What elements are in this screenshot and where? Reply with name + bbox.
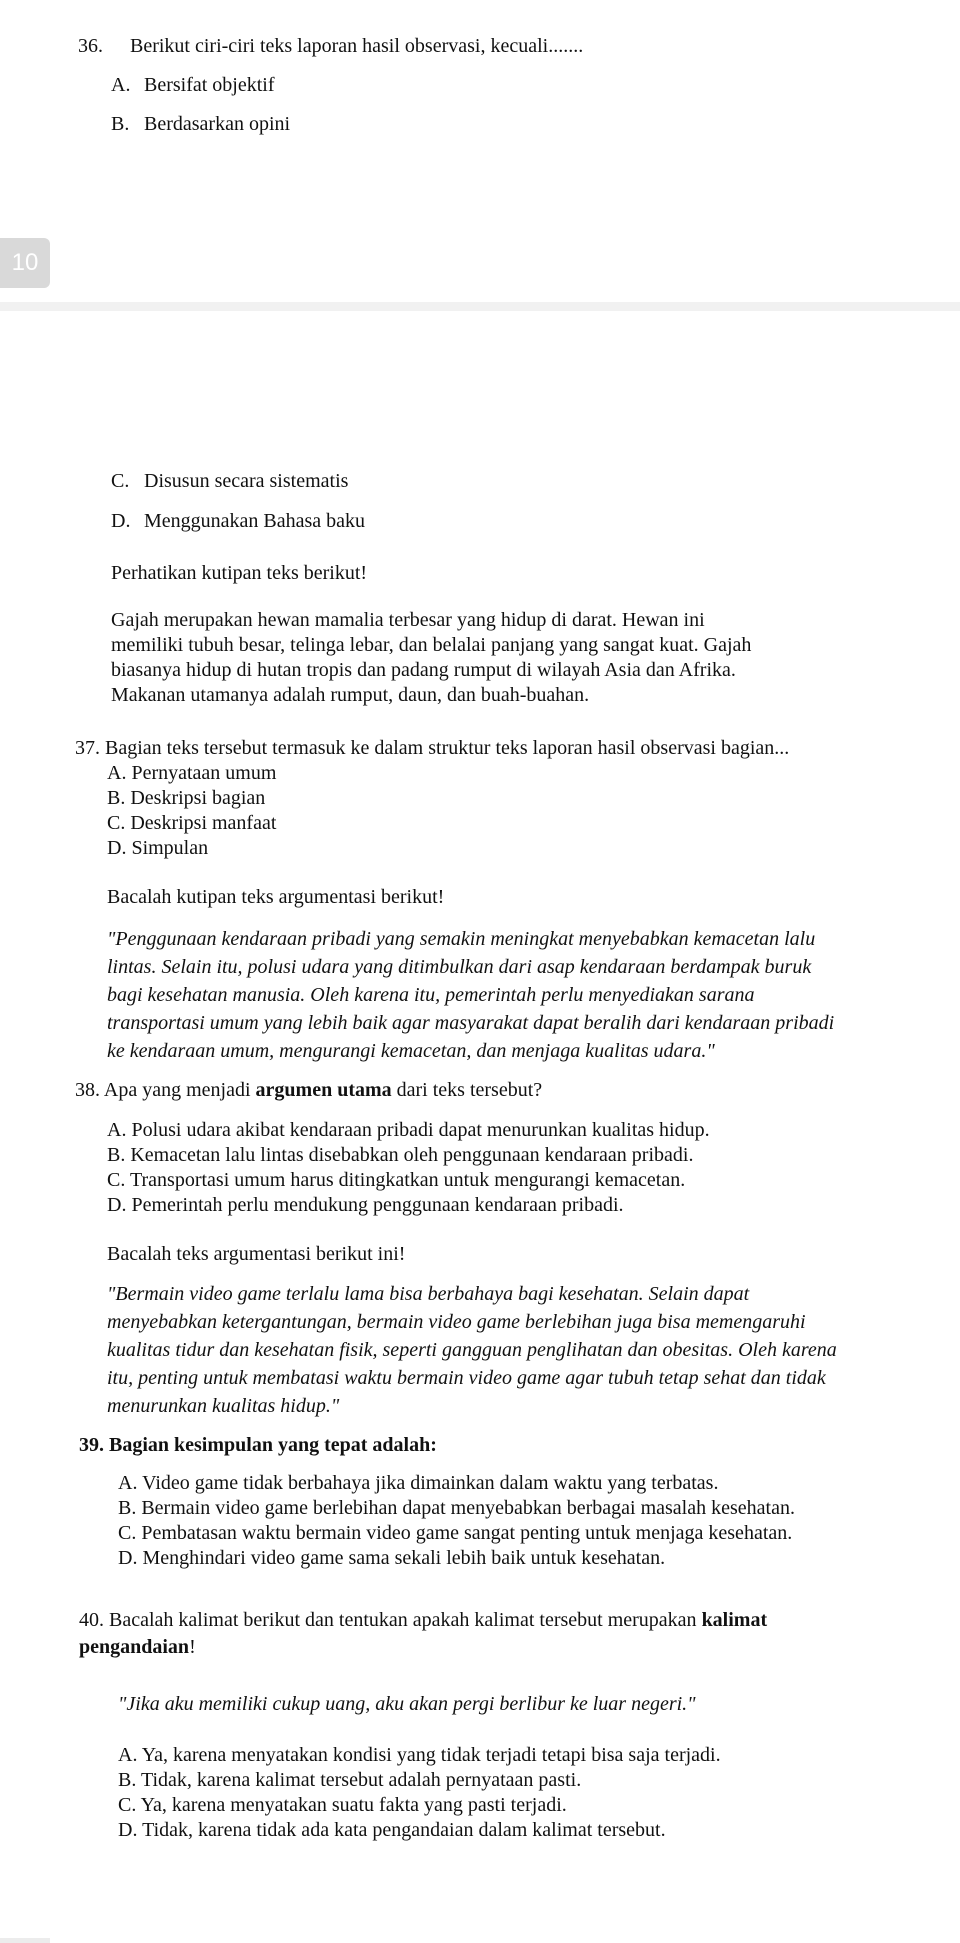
question-text: Berikut ciri-ciri teks laporan hasil observasi, kecuali....... (130, 35, 584, 57)
passage-line: biasanya hidup di hutan tropis dan padang rumput di wilayah Asia dan Afrika. (111, 659, 736, 681)
option-item: C. Transportasi umum harus ditingkatkan untuk mengurangi kemacetan. (107, 1169, 686, 1191)
passage-line: menyebabkan ketergantungan, bermain video game berlebihan juga bisa memengaruhi (107, 1311, 806, 1333)
passage-observation (111, 608, 751, 708)
passage-line: kualitas tidur dan kesehatan fisik, seperti gangguan penglihatan dan obesitas. Oleh karena (107, 1339, 837, 1361)
question-text: 39. Bagian kesimpulan yang tepat adalah: (79, 1434, 437, 1456)
passage-line: "Bermain video game terlalu lama bisa berbahaya bagi kesehatan. Selain dapat (107, 1283, 750, 1305)
option-item: B. Kemacetan lalu lintas disebabkan oleh penggunaan kendaraan pribadi. (107, 1144, 694, 1166)
option-list (107, 1118, 710, 1218)
option-list (107, 761, 276, 861)
passage-argument-transport (107, 925, 834, 1065)
passage-line: Makanan utamanya adalah rumput, daun, dan buah-buahan. (111, 684, 590, 706)
page-bottom-mark (0, 1938, 50, 1943)
option-item: B. Tidak, karena kalimat tersebut adalah pernyataan pasti. (118, 1769, 582, 1791)
question-text (75, 1077, 542, 1103)
passage-line: ke kendaraan umum, mengurangi kemacetan, dan menjaga kualitas udara." (107, 1040, 715, 1062)
passage-line: memiliki tubuh besar, telinga lebar, dan belalai panjang yang sangat kuat. Gajah (111, 634, 752, 656)
option-item: A. Video game tidak berbahaya jika dimainkan dalam waktu yang terbatas. (118, 1472, 719, 1494)
option-text: Disusun secara sistematis (144, 470, 349, 492)
option-item: C. Deskripsi manfaat (107, 812, 277, 834)
option-item: C. Ya, karena menyatakan suatu fakta yang pasti terjadi. (118, 1794, 567, 1816)
passage-intro: Bacalah teks argumentasi berikut ini! (107, 1243, 406, 1265)
question-text-part: 38. Apa yang menjadi (75, 1079, 256, 1101)
passage-intro: Perhatikan kutipan teks berikut! (111, 562, 368, 584)
question-emphasis: argumen utama (255, 1079, 392, 1101)
option-item: D. Pemerintah perlu mendukung penggunaan kendaraan pribadi. (107, 1194, 624, 1216)
question-text (79, 1607, 767, 1633)
question-text-part: 40. Bacalah kalimat berikut dan tentukan apakah kalimat tersebut merupakan (79, 1609, 702, 1631)
option-letter: A. (111, 74, 131, 96)
passage-argument-videogame (107, 1280, 837, 1420)
option-item: B. Bermain video game berlebihan dapat menyebabkan berbagai masalah kesehatan. (118, 1497, 795, 1519)
passage-line: Gajah merupakan hewan mamalia terbesar yang hidup di darat. Hewan ini (111, 609, 705, 631)
question-text-continued (79, 1634, 196, 1660)
passage-line: itu, penting untuk membatasi waktu bermain video game agar tubuh tetap sehat dan tidak (107, 1367, 826, 1389)
option-letter: B. (111, 113, 130, 135)
option-letter: C. (111, 470, 130, 492)
option-text: Menggunakan Bahasa baku (144, 510, 366, 532)
question-number: 36. (78, 35, 103, 57)
option-item: D. Tidak, karena tidak ada kata pengandaian dalam kalimat tersebut. (118, 1819, 666, 1841)
page-number-badge: 10 (0, 238, 50, 288)
option-item: A. Polusi udara akibat kendaraan pribadi dapat menurunkan kualitas hidup. (107, 1119, 710, 1141)
passage-line: lintas. Selain itu, polusi udara yang ditimbulkan dari asap kendaraan berdampak buruk (107, 956, 812, 978)
option-list (118, 1471, 795, 1571)
question-emphasis: pengandaian (79, 1636, 190, 1658)
page-divider (0, 302, 960, 311)
option-text: Berdasarkan opini (144, 113, 291, 135)
option-item: B. Deskripsi bagian (107, 787, 266, 809)
option-item: A. Ya, karena menyatakan kondisi yang tidak terjadi tetapi bisa saja terjadi. (118, 1744, 721, 1766)
option-letter: D. (111, 510, 131, 532)
passage-line: transportasi umum yang lebih baik agar masyarakat dapat beralih dari kendaraan pribadi (107, 1012, 835, 1034)
passage-line: "Penggunaan kendaraan pribadi yang semakin meningkat menyebabkan kemacetan lalu (107, 928, 816, 950)
option-list (118, 1743, 721, 1843)
passage-line: menurunkan kualitas hidup." (107, 1395, 340, 1417)
option-item: D. Simpulan (107, 837, 209, 859)
option-item: A. Pernyataan umum (107, 762, 277, 784)
passage-intro: Bacalah kutipan teks argumentasi berikut! (107, 886, 445, 908)
passage-line: bagi kesehatan manusia. Oleh karena itu, pemerintah perlu menyediakan sarana (107, 984, 755, 1006)
question-emphasis: kalimat (701, 1609, 768, 1631)
question-text: 37. Bagian teks tersebut termasuk ke dalam struktur teks laporan hasil observasi bagian... (75, 737, 790, 759)
option-item: D. Menghindari video game sama sekali lebih baik untuk kesehatan. (118, 1547, 666, 1569)
question-text-part: ! (189, 1636, 196, 1658)
quoted-sentence: "Jika aku memiliki cukup uang, aku akan pergi berlibur ke luar negeri." (118, 1693, 696, 1715)
option-item: C. Pembatasan waktu bermain video game sangat penting untuk menjaga kesehatan. (118, 1522, 793, 1544)
option-text: Bersifat objektif (144, 74, 275, 96)
question-text-part: dari teks tersebut? (391, 1079, 543, 1101)
